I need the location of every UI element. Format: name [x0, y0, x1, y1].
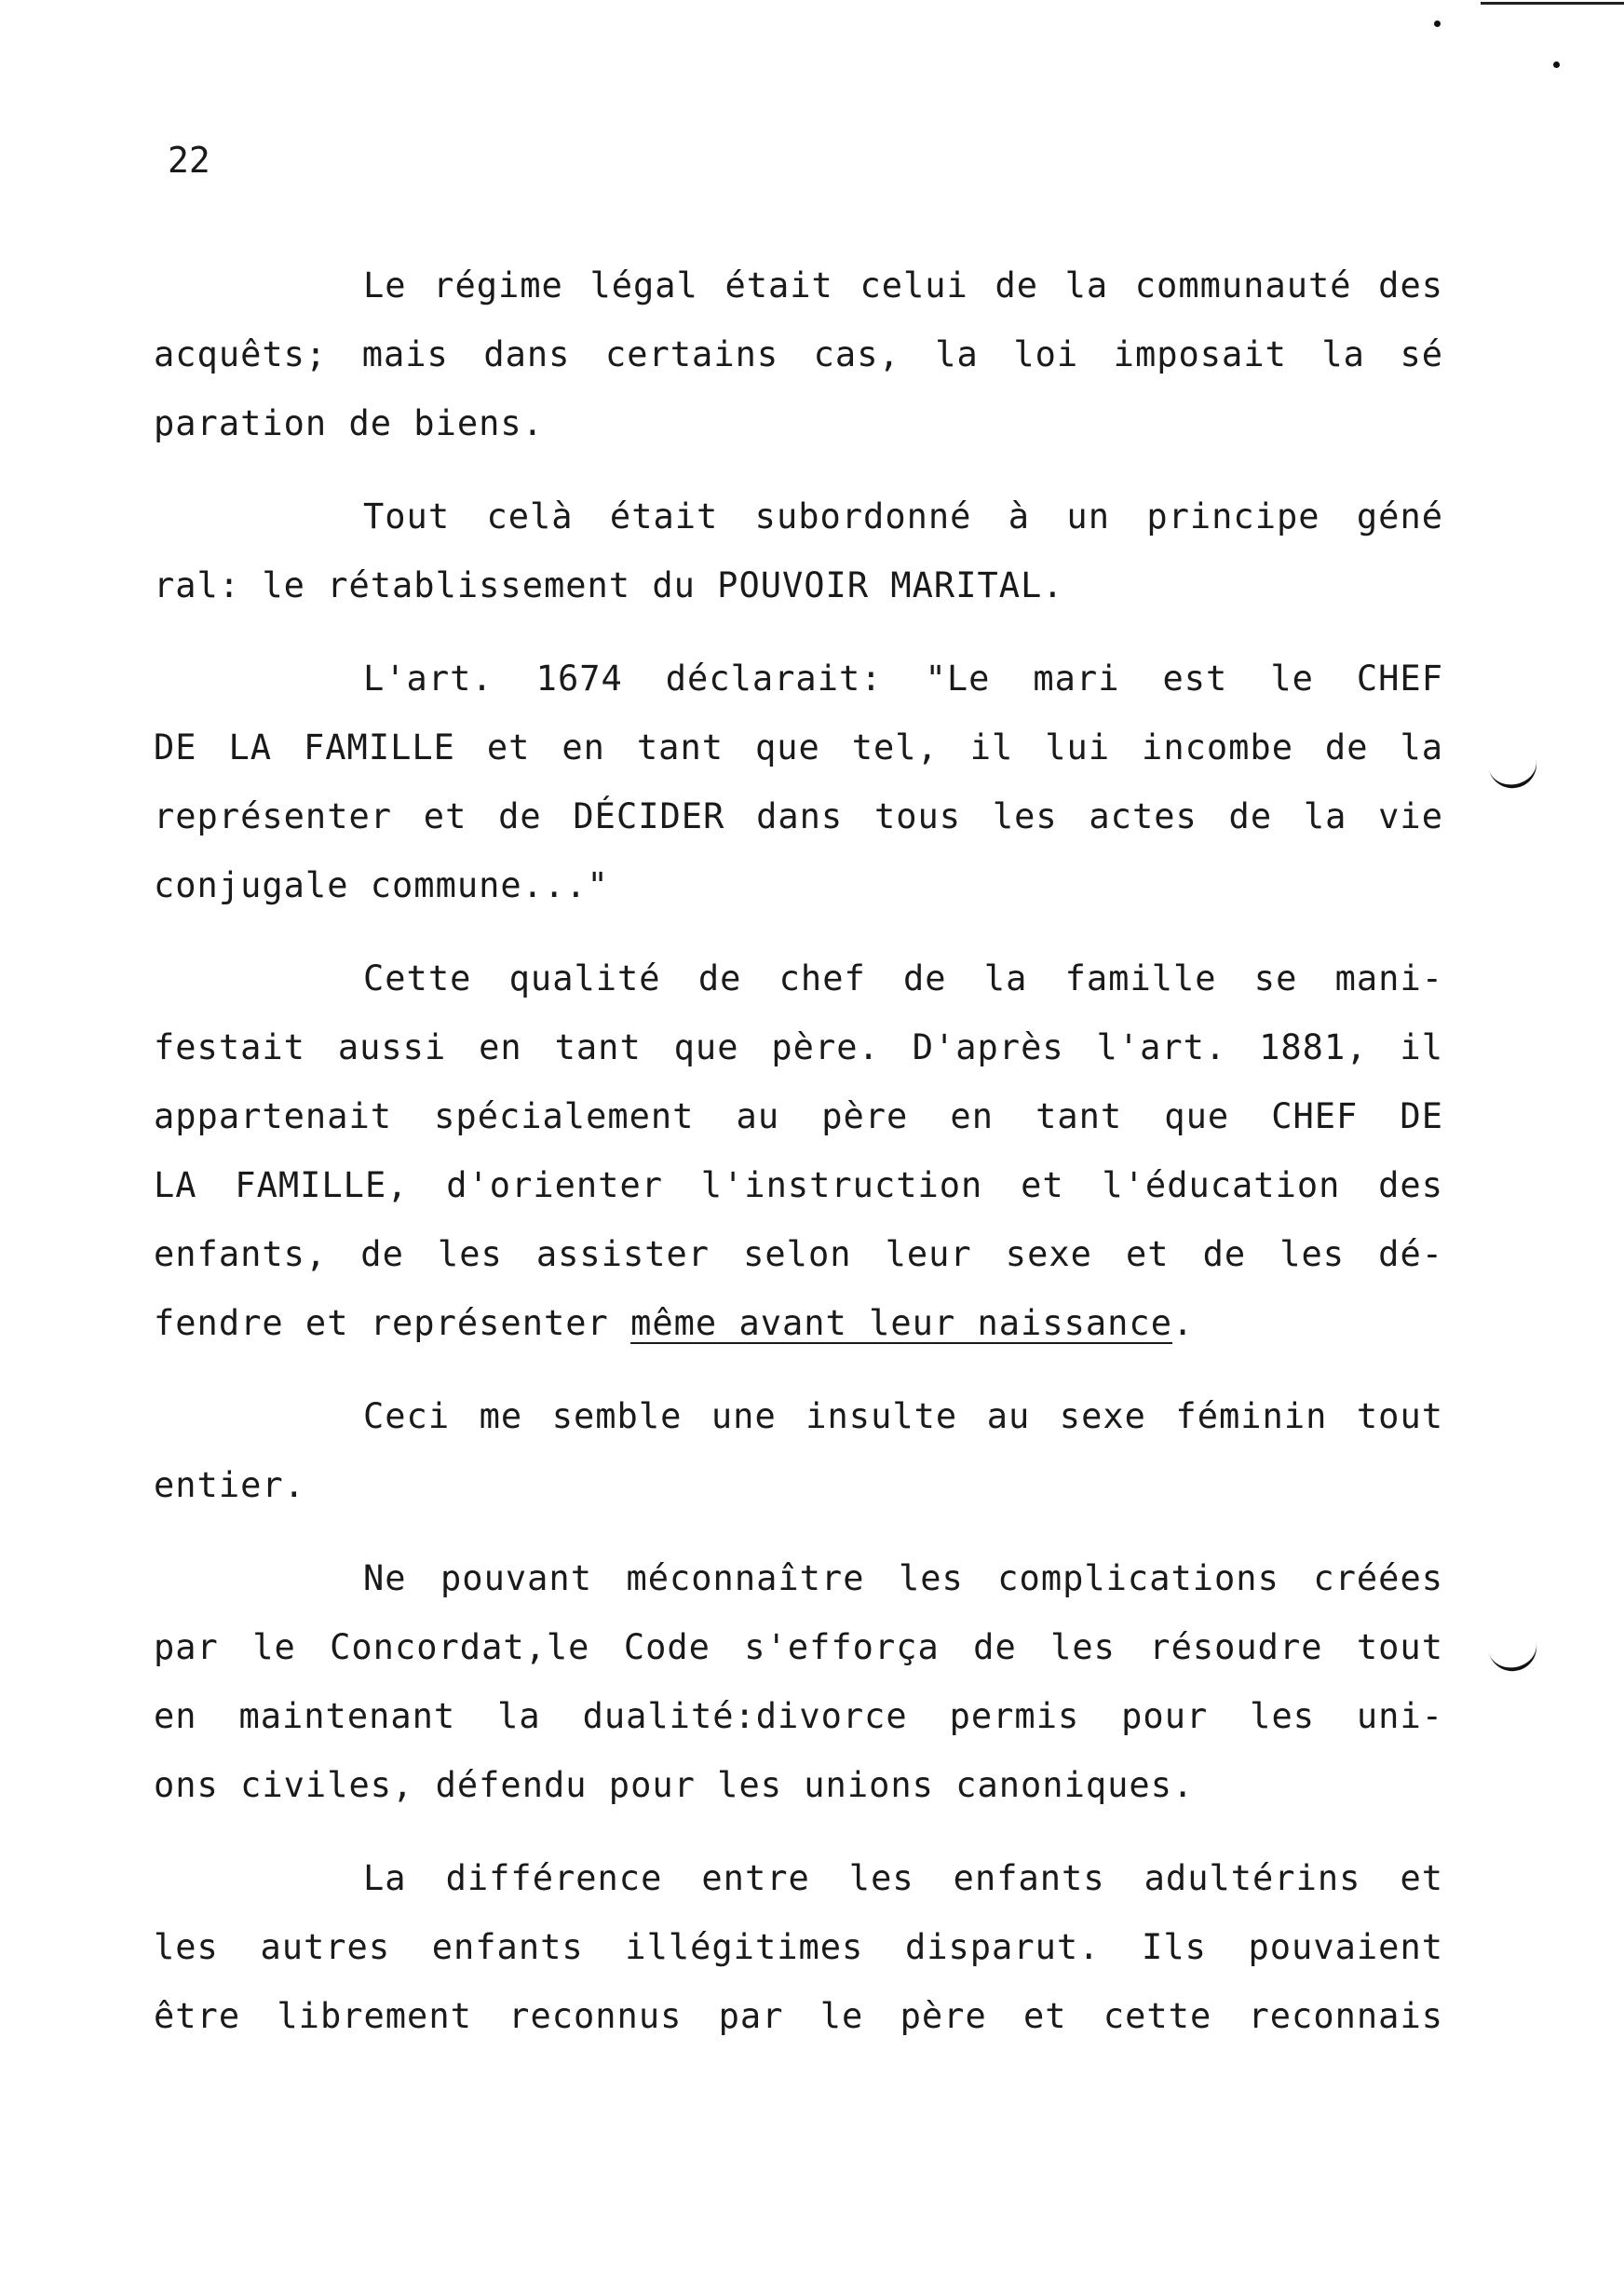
paragraph-pouvoir-marital — [154, 482, 1443, 620]
text-line: ons civiles, défendu pour les unions canoniques. — [154, 1765, 1195, 1805]
text-line: enfants, de les assister selon leur sexe et de les dé- — [154, 1234, 1443, 1274]
text-line: Ceci me semble une insulte au sexe féminin tout — [363, 1396, 1443, 1436]
text-line: par le Concordat,le Code s'efforça de les résoudre tout — [154, 1627, 1443, 1667]
text-segment: fendre et représenter — [154, 1303, 631, 1343]
text-line: LA FAMILLE, d'orienter l'instruction et l'éducation des — [154, 1165, 1443, 1205]
text-line: DE LA FAMILLE et en tant que tel, il lui incombe de la — [154, 727, 1443, 767]
text-line: paration de biens. — [154, 403, 544, 443]
paragraph-art-1674 — [154, 645, 1443, 920]
text-line: appartenait spécialement au père en tant que CHEF DE — [154, 1096, 1443, 1136]
text-line: La différence entre les enfants adultérins et — [363, 1858, 1443, 1898]
paragraph-insulte — [154, 1382, 1443, 1520]
text-line: acquêts; mais dans certains cas, la loi imposait la sé — [154, 334, 1443, 374]
text-line: festait aussi en tant que père. D'après l'art. 1881, il — [154, 1027, 1443, 1067]
text-line: Ne pouvant méconnaître les complications créées — [363, 1558, 1443, 1598]
paragraph-regime-legal — [154, 251, 1443, 458]
scan-edge-rule — [1481, 2, 1624, 5]
paragraph-enfants-adulterins — [154, 1844, 1443, 2051]
text-line: les autres enfants illégitimes disparut. Ils pouvaient — [154, 1927, 1443, 1967]
margin-check-mark — [1487, 752, 1541, 793]
text-line: ral: le rétablissement du POUVOIR MARITAL. — [154, 565, 1064, 605]
paragraph-chef-famille — [154, 944, 1443, 1358]
paragraph-concordat — [154, 1544, 1443, 1820]
text-line: Le régime légal était celui de la communauté des — [363, 265, 1443, 306]
scan-speck — [1434, 20, 1441, 27]
document-body — [154, 251, 1443, 2075]
text-line: en maintenant la dualité:divorce permis pour les uni- — [154, 1696, 1443, 1736]
page-number: 22 — [168, 140, 210, 181]
text-segment: . — [1171, 1303, 1195, 1343]
text-line: représenter et de DÉCIDER dans tous les actes de la vie — [154, 796, 1443, 836]
text-line: conjugale commune..." — [154, 865, 609, 905]
text-line: Tout celà était subordonné à un principe géné — [363, 496, 1443, 536]
text-line — [154, 1289, 1443, 1358]
text-line: entier. — [154, 1465, 305, 1505]
underlined-phrase: même avant leur naissance — [630, 1303, 1172, 1343]
text-line: Cette qualité de chef de la famille se mani- — [363, 958, 1443, 998]
text-line: être librement reconnus par le père et cette reconnais — [154, 1996, 1443, 2036]
margin-check-mark — [1487, 1635, 1541, 1676]
scan-speck — [1553, 61, 1560, 68]
text-line: L'art. 1674 déclarait: "Le mari est le CHEF — [363, 659, 1443, 699]
